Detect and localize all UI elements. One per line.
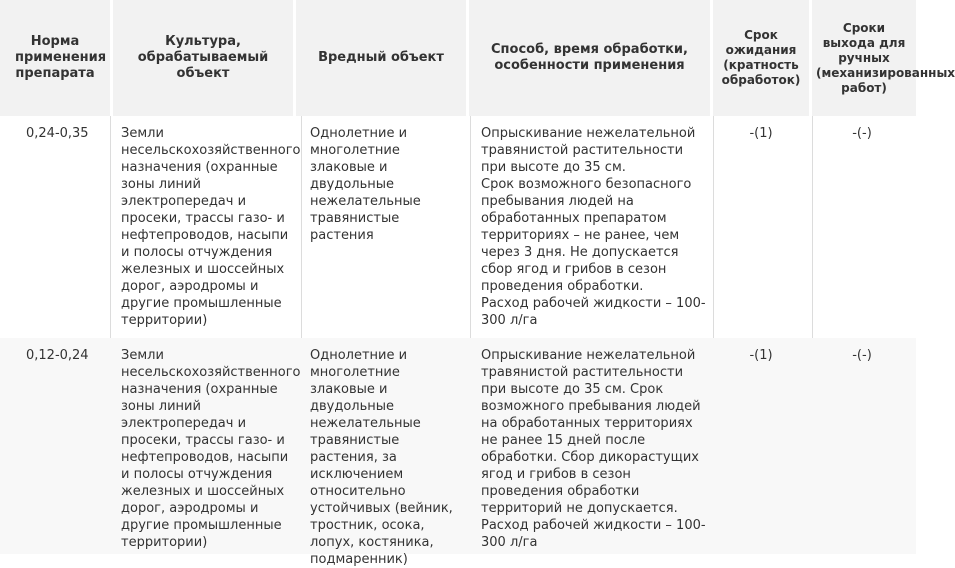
method-paragraph: Срок возможного безопасного пребывания людей на обработанных препаратом территориях – не ранее, чем через 3 дня. Не допускается сбор ягод и грибов в сезон проведения обработки.: [481, 177, 692, 294]
table-header: [0, 0, 955, 116]
wait-value: -(1): [749, 348, 773, 363]
cell-culture: [121, 347, 301, 551]
cell-exit: [812, 347, 912, 364]
cell-method: [481, 125, 706, 329]
cell-wait: [713, 125, 809, 142]
row-separator: [301, 116, 302, 338]
norm-value: 0,24-0,35: [26, 126, 89, 141]
header-method-text: Способ, время обработки, особенности применения: [491, 42, 688, 73]
pest-text: Однолетние и многолетние злаковые и двудольные нежелательные травянистые растения: [310, 126, 421, 243]
header-exit: [812, 0, 955, 116]
cell-pest: [310, 347, 465, 568]
header-exit-text: Сроки выхода для ручных (механизированных работ): [816, 20, 955, 95]
cell-norm: [26, 347, 106, 364]
exit-value: -(-): [852, 348, 872, 363]
header-wait-text: Срок ожидания (кратность обработок): [721, 28, 801, 87]
table-row: [0, 116, 916, 338]
norm-value: 0,12-0,24: [26, 348, 89, 363]
row-separator: [110, 116, 111, 338]
header-culture-text: Культура, обрабатываемый объект: [137, 34, 269, 81]
pest-text: Однолетние и многолетние злаковые и двудольные нежелательные травянистые растения, за исключением относительно устойчивых (вейник, тростник, осока, лопух, костяника, подмаренник): [310, 348, 453, 567]
header-norm: [8, 0, 107, 116]
header-wait: [713, 0, 809, 116]
header-norm-text: Норма применения препарата: [15, 34, 107, 81]
cell-method: [481, 347, 706, 551]
row-separator: [470, 116, 471, 338]
cell-wait: [713, 347, 809, 364]
header-pest: [296, 0, 466, 116]
wait-value: -(1): [749, 126, 773, 141]
culture-text: Земли несельскохозяйственного назначения (охранные зоны линий электропередач и просеки, трассы газо- и нефтепроводов, насыпи и полосы отчуждения железных и шоссейных дорог, аэродромы и другие промышленные территории): [121, 126, 301, 328]
exit-value: -(-): [852, 126, 872, 141]
header-culture: [113, 0, 293, 116]
method-text: Опрыскивание нежелательной травянистой растительности при высоте до 35 см. Срок возможного пребывания людей на обработанных территориях не ранее 15 дней после обработки. Сбор дикорастущих ягод и грибов в сезон проведения обработки территорий не допускается. Расход рабочей жидкости – 100-300 л/га: [481, 348, 706, 550]
row-separator: [812, 116, 813, 338]
culture-text: Земли несельскохозяйственного назначения (охранные зоны линий электропередач и просеки, трассы газо- и нефтепроводов, насыпи и полосы отчуждения железных и шоссейных дорог, аэродромы и другие промышленные территории): [121, 348, 301, 550]
method-paragraph: Расход рабочей жидкости – 100-300 л/га: [481, 296, 706, 328]
table-row: [0, 338, 916, 567]
cell-norm: [26, 125, 106, 142]
cell-pest: [310, 125, 465, 244]
cell-culture: [121, 125, 301, 329]
method-paragraph: Опрыскивание нежелательной травянистой растительности при высоте до 35 см.: [481, 126, 696, 175]
header-method: [469, 0, 710, 116]
cell-exit: [812, 125, 912, 142]
row-separator: [713, 116, 714, 338]
header-pest-text: Вредный объект: [318, 50, 444, 65]
